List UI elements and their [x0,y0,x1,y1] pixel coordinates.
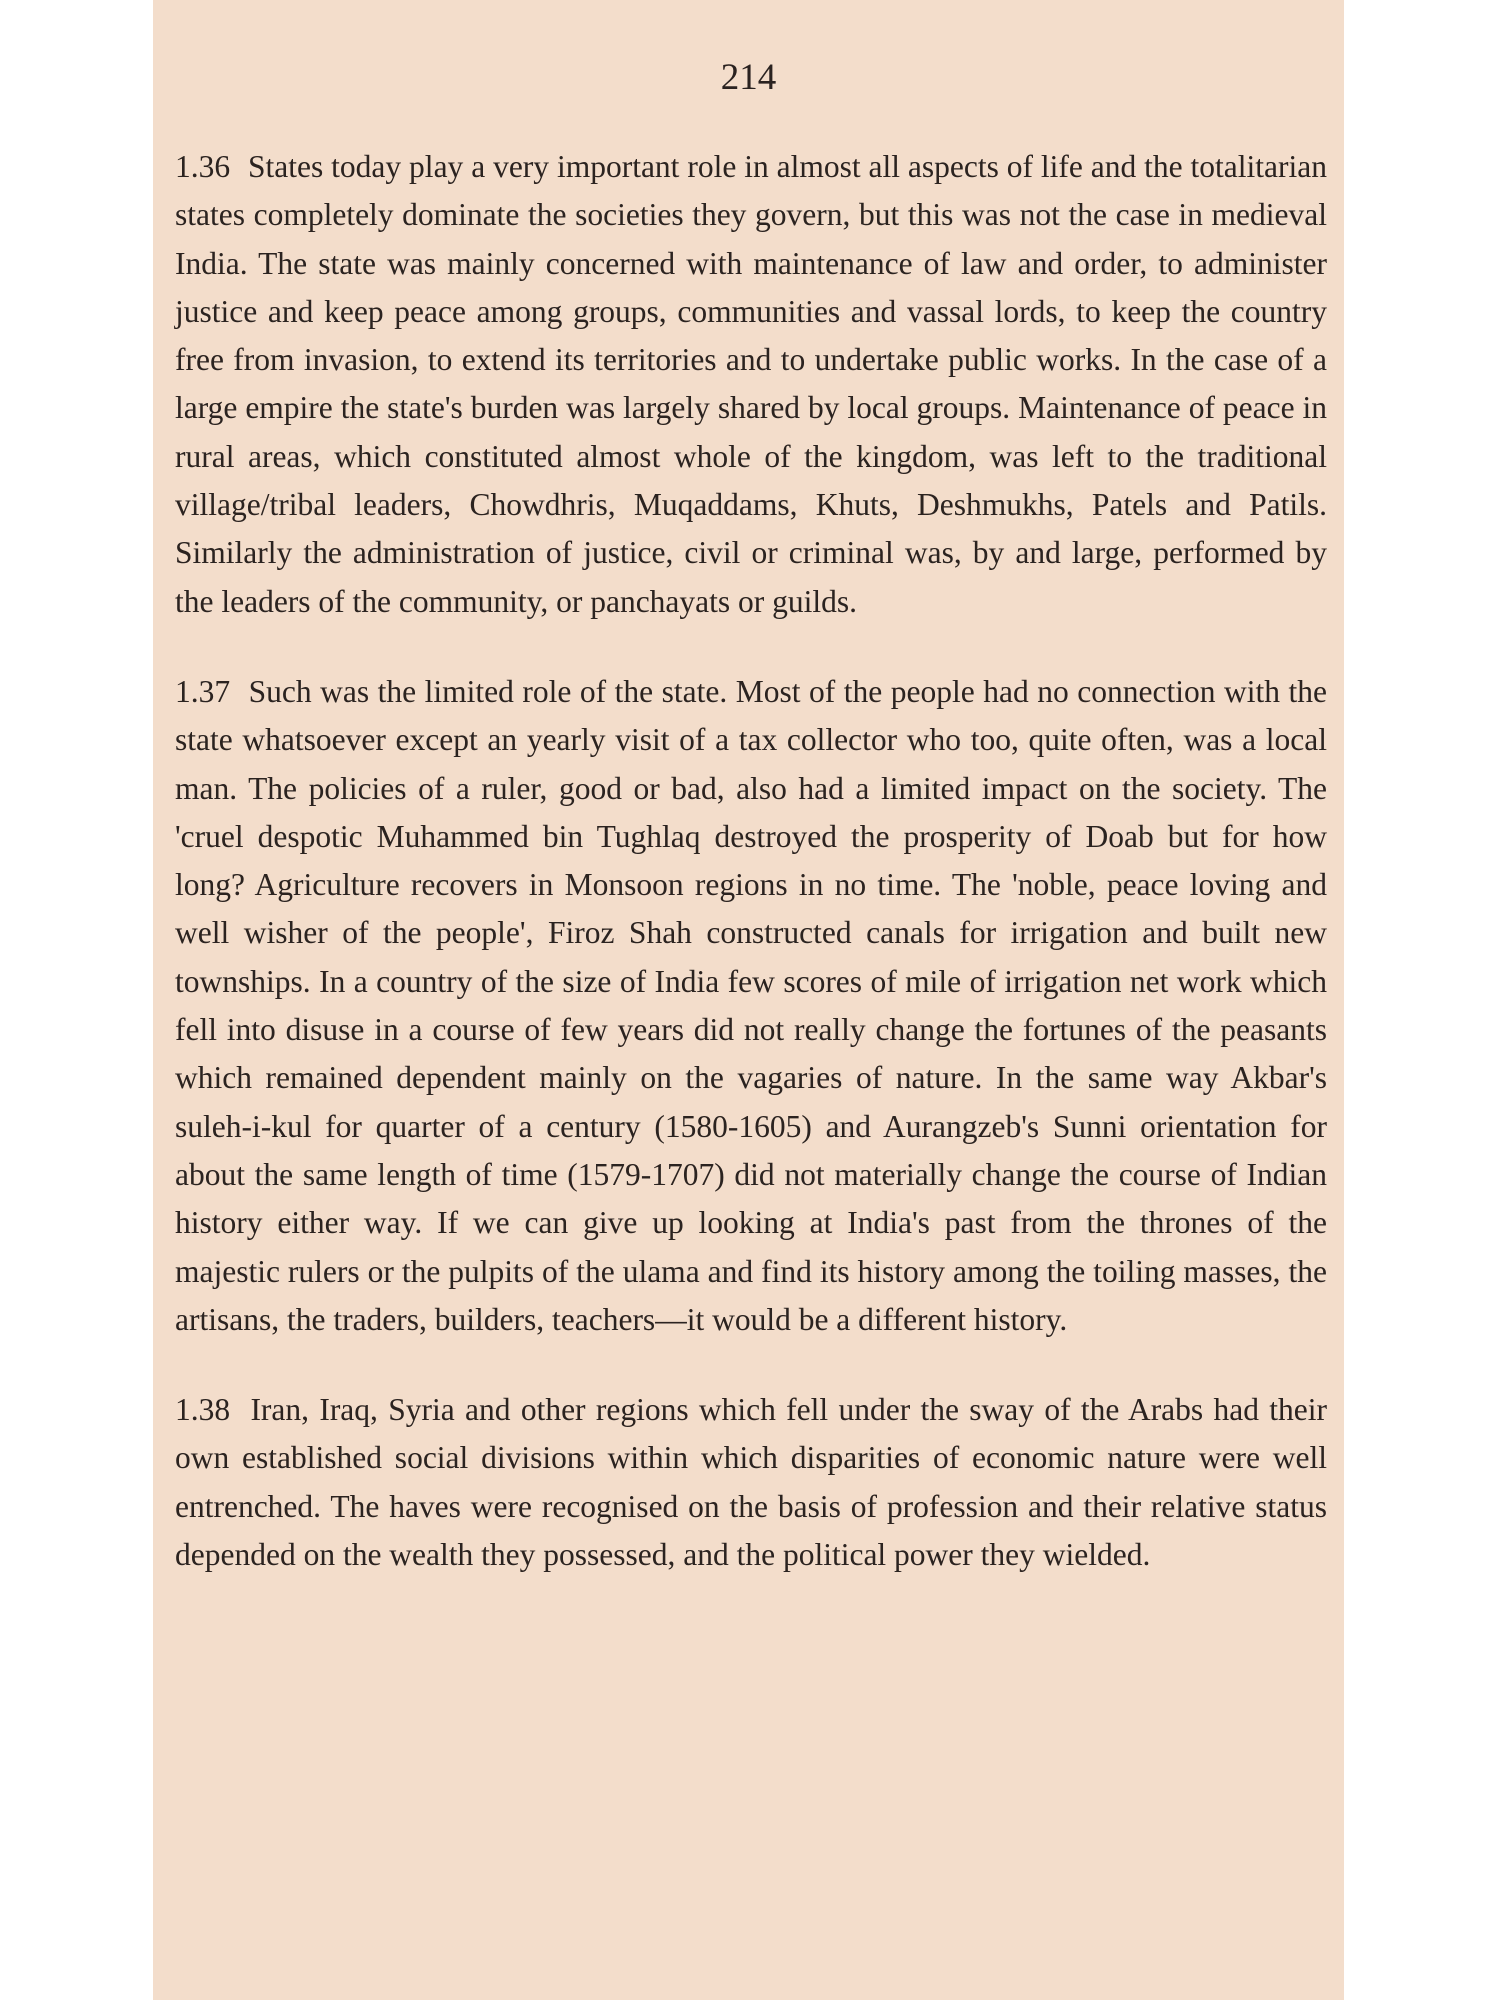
paragraph-1-37 [175,668,1327,1344]
paragraph-text: Iran, Iraq, Syria and other regions which fell under the sway of the Arabs had their own established social divisions within which disparities of economic nature were well entrenched. The haves were recognised on the basis of profession and their relative status depended on the wealth they possessed, and the political power they wielded. [175,1392,1327,1573]
paragraph-number: 1.38 [175,1392,231,1428]
paragraph-text: States today play a very important role in almost all aspects of life and the totalitarian states completely dominate the societies they govern, but this was not the case in medieval India. The state was mainly concerned with maintenance of law and order, to administer justice and keep peace among groups, communities and vassal lords, to keep the country free from invasion, to extend its territories and to undertake public works. In the case of a large empire the state's burden was largely shared by local groups. Maintenance of peace in rural areas, which constituted almost whole of the kingdom, was left to the traditional village/tribal leaders, Chowdhris, Muqaddams, Khuts, Deshmukhs, Patels and Patils. Similarly the administration of justice, civil or criminal was, by and large, performed by the leaders of the community, or panchayats or guilds. [175,149,1327,619]
paragraph-number: 1.37 [175,673,231,709]
paragraph-number: 1.36 [175,149,231,184]
paragraph-1-38 [175,1386,1327,1579]
paragraph-1-36 [175,143,1327,626]
paragraph-text: Such was the limited role of the state. Most of the people had no connection with the state whatsoever except an yearly visit of a tax collector who too, quite often, was a local man. The policies of a ruler, good or bad, also had a limited impact on the society. The 'cruel despotic Muhammed bin Tughlaq destroyed the prosperity of Doab but for how long? Agriculture recovers in Monsoon regions in no time. The 'noble, peace loving and well wisher of the people', Firoz Shah constructed canals for irrigation and built new townships. In a country of the size of India few scores of mile of irrigation net work which fell into disuse in a course of few years did not really change the fortunes of the peasants which remained dependent mainly on the vagaries of nature. In the same way Akbar's suleh-i-kul for quarter of a century (1580-1605) and Aurangzeb's Sunni orientation for about the same length of time (1579-1707) did not materially change the course of Indian history either way. If we can give up looking at India's past from the thrones of the majestic rulers or the pulpits of the ulama and find its history among the toiling masses, the artisans, the traders, builders, teachers—it would be a different history. [175,673,1327,1337]
book-page [153,0,1344,2000]
page-number: 214 [720,57,777,98]
page-body [175,143,1327,1621]
